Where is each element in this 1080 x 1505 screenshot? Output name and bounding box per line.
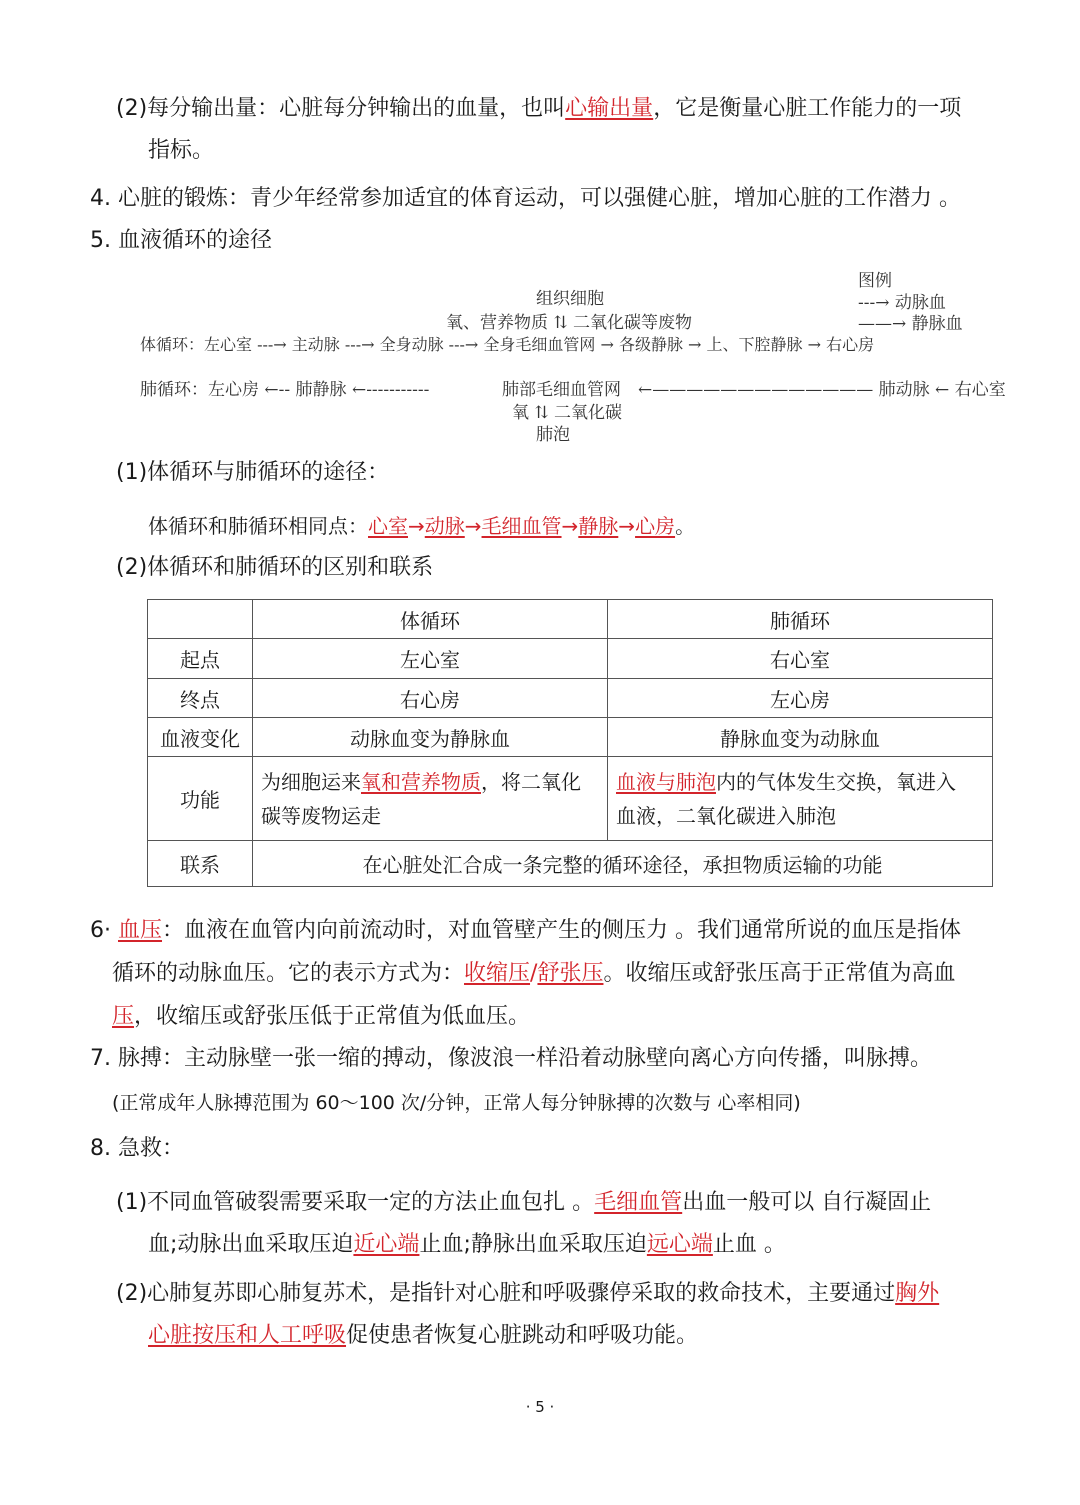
keyword: 心输出量 — [565, 96, 654, 121]
sub-1-heading: (1)体循环与肺循环的途径： — [116, 460, 390, 485]
comparison-table — [147, 599, 993, 887]
para-cardiac-output-cont: 指标。 — [148, 138, 215, 163]
keyword: 毛细血管 — [594, 1190, 683, 1215]
page-number: · 5 · — [525, 1398, 555, 1416]
item-7-pulse: 7. 脉搏：主动脉壁一张一缩的搏动，像波浪一样沿着动脉壁向离心方向传播，叫脉搏。 — [90, 1046, 932, 1071]
row-label: 功能 — [148, 757, 253, 841]
path-step: 心房 — [635, 514, 676, 538]
table-row-link — [148, 841, 993, 887]
aid-2-line-2: 心脏按压和人工呼吸促使患者恢复心脏跳动和呼吸功能。 — [148, 1323, 699, 1348]
item-6-line-1: 6· 血压：血液在血管内向前流动时，对血管壁产生的侧压力 。我们通常所说的血压是指体 — [90, 918, 962, 943]
cell-function-systemic: 为细胞运来氧和营养物质，将二氧化 碳等废物运走 — [253, 757, 608, 841]
text: (2)每分输出量：心脏每分钟输出的血量，也叫 — [116, 96, 566, 121]
keyword: 氧和营养物质 — [361, 769, 481, 794]
keyword: 血压 — [118, 918, 163, 943]
keyword: 收缩压 — [464, 961, 531, 986]
row-label: 血液变化 — [148, 718, 253, 757]
legend-title: 图例 — [858, 271, 892, 291]
item-5-heading: 5. 血液循环的途径 — [90, 228, 272, 253]
systemic-route: 体循环：左心室 ---→ 主动脉 ---→ 全身动脉 ---→ 全身毛细血管网 → 各级静脉 → 上、下腔静脉 → 右心房 — [140, 335, 875, 354]
path-step: 毛细血管 — [481, 514, 562, 538]
pulmonary-capillaries: 肺部毛细血管网 — [502, 380, 621, 400]
keyword: 舒张压 — [537, 961, 604, 986]
circulation-diagram — [140, 262, 1006, 445]
table-row-function — [148, 757, 993, 841]
path-step: 心室 — [368, 514, 408, 538]
path-step: 静脉 — [578, 514, 619, 538]
row-label: 终点 — [148, 679, 253, 718]
keyword: 近心端 — [353, 1232, 420, 1257]
cell: 右心房 — [253, 679, 608, 718]
text: ，它是衡量心脏工作能力的一项 — [653, 96, 962, 121]
table-row — [148, 679, 993, 718]
path-step: 动脉 — [424, 514, 465, 538]
keyword: 远心端 — [646, 1232, 713, 1257]
alveoli: 肺泡 — [536, 425, 570, 445]
item-7-note: (正常成年人脉搏范围为 60～100 次/分钟，正常人每分钟脉搏的次数与 心率相同) — [112, 1092, 801, 1114]
row-label: 起点 — [148, 639, 253, 679]
common-label: 体循环和肺循环相同点： — [148, 514, 368, 538]
keyword: 心脏按压和人工呼吸 — [148, 1323, 347, 1348]
sub-2-heading: (2)体循环和肺循环的区别和联系 — [116, 555, 434, 580]
item-6-line-3: 压，收缩压或舒张压低于正常值为低血压。 — [112, 1004, 531, 1029]
legend-vein: ——→ 静脉血 — [858, 314, 963, 334]
item-4-heart-exercise: 4. 心脏的锻炼：青少年经常参加适宜的体育运动，可以强健心脏，增加心脏的工作潜力 。 — [90, 186, 961, 211]
header-cell: 肺循环 — [608, 600, 993, 639]
cell: 静脉血变为动脉血 — [608, 718, 993, 757]
cell: 右心室 — [608, 639, 993, 679]
tissue-cells: 组织细胞 — [536, 289, 604, 309]
cell-function-pulmonary: 血液与肺泡内的气体发生交换，氧进入 血液，二氧化碳进入肺泡 — [608, 757, 993, 841]
text: 。 — [675, 514, 696, 538]
table-header-row — [148, 600, 993, 639]
cell: 左心室 — [253, 639, 608, 679]
table-row — [148, 639, 993, 679]
aid-2-line-1: (2)心肺复苏即心肺复苏术，是指针对心脏和呼吸骤停采取的救命技术，主要通过胸外 — [116, 1281, 940, 1306]
lung-exchange: 氧 ⇅ 二氧化碳 — [512, 403, 623, 423]
item-6-line-2: 循环的动脉血压。它的表示方式为：收缩压/舒张压。收缩压或舒张压高于正常值为高血 — [112, 961, 956, 986]
row-label: 联系 — [148, 841, 253, 887]
pulmonary-route-left: 肺循环：左心房 ←-- 肺静脉 ←----------- — [140, 380, 430, 400]
pulmonary-route-right: ←————————————— 肺动脉 ← 右心室 — [638, 380, 1006, 400]
header-cell — [148, 600, 253, 639]
keyword: 血液与肺泡 — [616, 769, 716, 794]
para-cardiac-output — [116, 94, 961, 124]
table-row — [148, 718, 993, 757]
tissue-exchange: 氧、营养物质 ⇅ 二氧化碳等废物 — [446, 313, 693, 333]
cell: 动脉血变为静脉血 — [253, 718, 608, 757]
common-path: 体循环和肺循环相同点：心室→动脉→毛细血管→静脉→心房。 — [148, 514, 696, 538]
keyword: 压 — [112, 1004, 135, 1029]
cell-link: 在心脏处汇合成一条完整的循环途径，承担物质运输的功能 — [253, 841, 993, 887]
keyword: 胸外 — [895, 1281, 940, 1306]
aid-1-line-2: 血;动脉出血采取压迫近心端止血;静脉出血采取压迫远心端止血 。 — [148, 1232, 786, 1257]
aid-1-line-1: (1)不同血管破裂需要采取一定的方法止血包扎 。毛细血管出血一般可以 自行凝固止 — [116, 1190, 932, 1215]
item-8-heading: 8. 急救： — [90, 1136, 184, 1161]
header-cell: 体循环 — [253, 600, 608, 639]
cell: 左心房 — [608, 679, 993, 718]
legend-artery: ---→ 动脉血 — [858, 293, 946, 313]
